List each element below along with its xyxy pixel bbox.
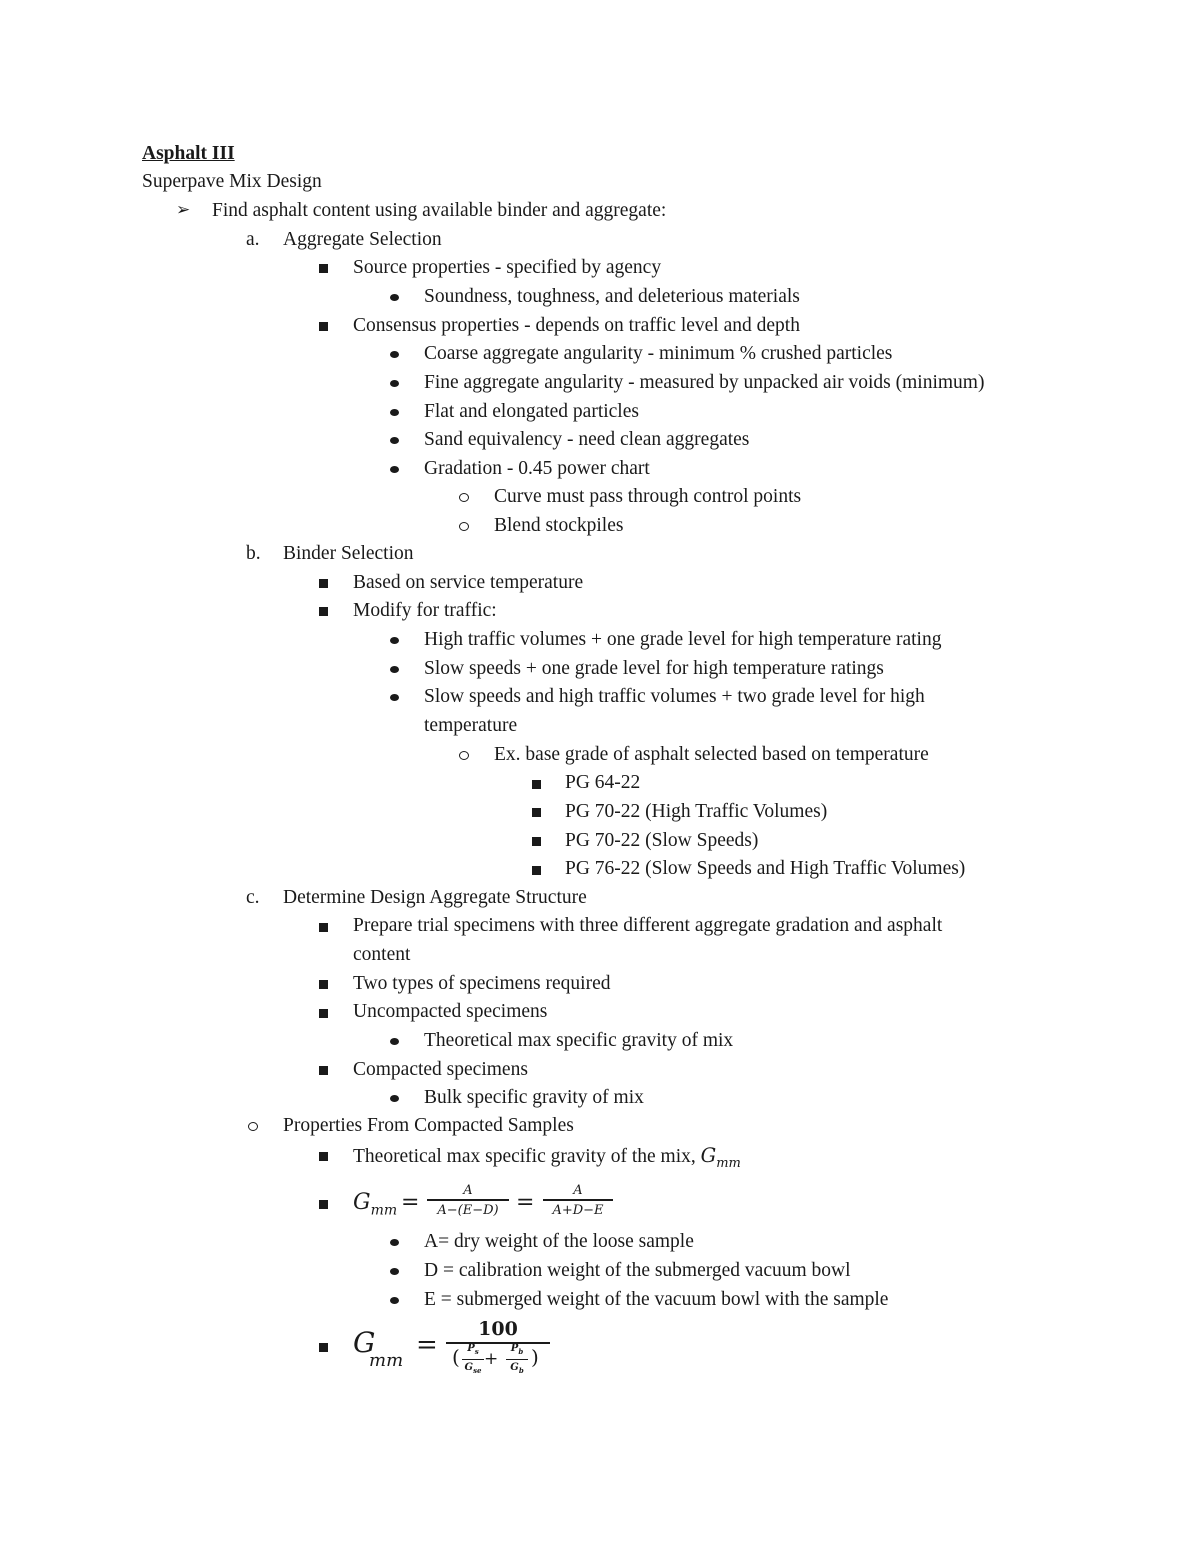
- aggregate-selection-heading: Aggregate Selection: [283, 229, 442, 250]
- page-subtitle: Superpave Mix Design: [142, 171, 322, 192]
- gb-symbol: G: [510, 1362, 519, 1373]
- source-properties-item: Source properties - specified by agency: [353, 257, 662, 278]
- square-bullet-icon: [532, 780, 541, 789]
- disc-bullet-icon: [390, 409, 399, 416]
- square-bullet-icon: [319, 1152, 328, 1161]
- prepare-specimens-continuation: content: [353, 944, 411, 965]
- pb-symbol: P: [510, 1343, 519, 1354]
- fraction-1: [427, 1183, 509, 1218]
- gse-subscript: se: [473, 1366, 482, 1375]
- find-asphalt-text: Find asphalt content using available binder and aggregate:: [212, 200, 667, 221]
- square-bullet-icon: [319, 1009, 328, 1018]
- list-item: Slow speeds + one grade level for high temperature ratings: [424, 658, 884, 679]
- list-label-a: a.: [246, 229, 260, 250]
- list-item: Sand equivalency - need clean aggregates: [424, 429, 750, 450]
- square-bullet-icon: [532, 837, 541, 846]
- pb-over-gb: [506, 1343, 528, 1376]
- definition-d: D = calibration weight of the submerged vacuum bowl: [424, 1260, 851, 1281]
- theoretical-max-item: [353, 1144, 741, 1176]
- theoretical-max-text: Theoretical max specific gravity of the mix,: [353, 1146, 701, 1167]
- gse-symbol: G: [464, 1362, 474, 1373]
- disc-bullet-icon: [390, 1038, 399, 1045]
- plus-sign: +: [484, 1349, 499, 1369]
- fraction-3-numerator: 100: [478, 1318, 518, 1340]
- design-aggregate-heading: Determine Design Aggregate Structure: [283, 887, 587, 908]
- square-bullet-icon: [319, 1066, 328, 1075]
- square-bullet-icon: [319, 607, 328, 616]
- square-bullet-icon: [319, 322, 328, 331]
- disc-bullet-icon: [390, 694, 399, 701]
- fraction-1-numerator: A: [463, 1183, 473, 1198]
- equals-sign: =: [416, 1330, 438, 1360]
- gmm-subscript: mm: [716, 1155, 741, 1171]
- arrow-bullet-icon: ➢: [176, 200, 191, 219]
- fraction-bar: [543, 1199, 613, 1201]
- equals-sign: =: [516, 1190, 535, 1215]
- uncompacted-sub: Theoretical max specific gravity of mix: [424, 1030, 734, 1051]
- disc-bullet-icon: [390, 666, 399, 673]
- list-label-b: b.: [246, 543, 261, 564]
- list-item: PG 76-22 (Slow Speeds and High Traffic Volumes): [565, 858, 966, 879]
- consensus-properties-item: Consensus properties - depends on traffic level and depth: [353, 315, 800, 336]
- definition-e: E = submerged weight of the vacuum bowl with the sample: [424, 1289, 889, 1310]
- prepare-specimens-item: Prepare trial specimens with three different aggregate gradation and asphalt: [353, 915, 943, 936]
- equation-2-subscript: [369, 1350, 403, 1371]
- square-bullet-icon: [319, 1343, 328, 1352]
- square-bullet-icon: [532, 866, 541, 875]
- page-title: Asphalt III: [142, 143, 235, 164]
- circle-bullet-icon: [459, 751, 469, 760]
- disc-bullet-icon: [390, 437, 399, 444]
- list-label-c: c.: [246, 887, 260, 908]
- disc-bullet-icon: [390, 1297, 399, 1304]
- uncompacted-item: Uncompacted specimens: [353, 1001, 548, 1022]
- gmm-subscript: mm: [370, 1202, 398, 1219]
- disc-bullet-icon: [390, 637, 399, 644]
- fraction-2-numerator: A: [573, 1183, 583, 1198]
- list-item: Flat and elongated particles: [424, 401, 639, 422]
- service-temperature-item: Based on service temperature: [353, 572, 584, 593]
- disc-bullet-icon: [390, 466, 399, 473]
- disc-bullet-icon: [390, 380, 399, 387]
- binder-selection-heading: Binder Selection: [283, 543, 414, 564]
- ps-over-gse: [462, 1343, 484, 1376]
- fraction-bar: [462, 1359, 484, 1360]
- definition-a: A= dry weight of the loose sample: [424, 1231, 694, 1252]
- compacted-sub: Bulk specific gravity of mix: [424, 1087, 644, 1108]
- fraction-1-denominator: A−(E−D): [437, 1202, 499, 1218]
- ps-symbol: P: [467, 1343, 475, 1354]
- disc-bullet-icon: [390, 1239, 399, 1246]
- list-item: Coarse aggregate angularity - minimum % crushed particles: [424, 343, 893, 364]
- list-item: PG 70-22 (High Traffic Volumes): [565, 801, 828, 822]
- circle-bullet-icon: [248, 1122, 258, 1131]
- fraction-2-denominator: A+D−E: [552, 1202, 604, 1218]
- example-item: Ex. base grade of asphalt selected based on temperature: [494, 744, 929, 765]
- list-item: Fine aggregate angularity - measured by unpacked air voids (minimum): [424, 372, 985, 393]
- fraction-2: [543, 1183, 613, 1218]
- source-properties-sub: Soundness, toughness, and deleterious materials: [424, 286, 800, 307]
- disc-bullet-icon: [390, 351, 399, 358]
- list-item: Blend stockpiles: [494, 515, 624, 536]
- gmm-symbol: G: [700, 1144, 717, 1167]
- compacted-item: Compacted specimens: [353, 1059, 528, 1080]
- square-bullet-icon: [532, 808, 541, 817]
- gmm-symbol: G: [353, 1190, 371, 1215]
- list-item: PG 70-22 (Slow Speeds): [565, 830, 759, 851]
- list-item: Curve must pass through control points: [494, 486, 802, 507]
- square-bullet-icon: [319, 1200, 328, 1209]
- modify-traffic-item: Modify for traffic:: [353, 600, 497, 621]
- disc-bullet-icon: [390, 1268, 399, 1275]
- two-types-item: Two types of specimens required: [353, 973, 611, 994]
- list-item-continuation: temperature: [424, 715, 518, 736]
- fraction-bar: [427, 1199, 509, 1201]
- disc-bullet-icon: [390, 294, 399, 301]
- list-item: PG 64-22: [565, 772, 641, 793]
- square-bullet-icon: [319, 264, 328, 273]
- gmm-symbol: G: [353, 1326, 376, 1359]
- list-item: Slow speeds and high traffic volumes + two grade level for high: [424, 686, 925, 707]
- gmm-subscript: mm: [369, 1350, 404, 1371]
- pb-subscript: b: [518, 1347, 524, 1356]
- gb-subscript: b: [518, 1366, 524, 1375]
- paren-close: ): [531, 1345, 539, 1369]
- circle-bullet-icon: [459, 522, 469, 531]
- square-bullet-icon: [319, 579, 328, 588]
- equals-sign: =: [401, 1190, 420, 1215]
- square-bullet-icon: [319, 980, 328, 989]
- disc-bullet-icon: [390, 1095, 399, 1102]
- properties-heading: Properties From Compacted Samples: [283, 1115, 574, 1136]
- square-bullet-icon: [319, 923, 328, 932]
- paren-open: (: [452, 1345, 460, 1369]
- equation-1-lhs: [353, 1190, 397, 1218]
- ps-subscript: s: [474, 1347, 479, 1356]
- list-item: Gradation - 0.45 power chart: [424, 458, 650, 479]
- list-item: High traffic volumes + one grade level for high temperature rating: [424, 629, 942, 650]
- fraction-bar: [506, 1359, 528, 1360]
- circle-bullet-icon: [459, 493, 469, 502]
